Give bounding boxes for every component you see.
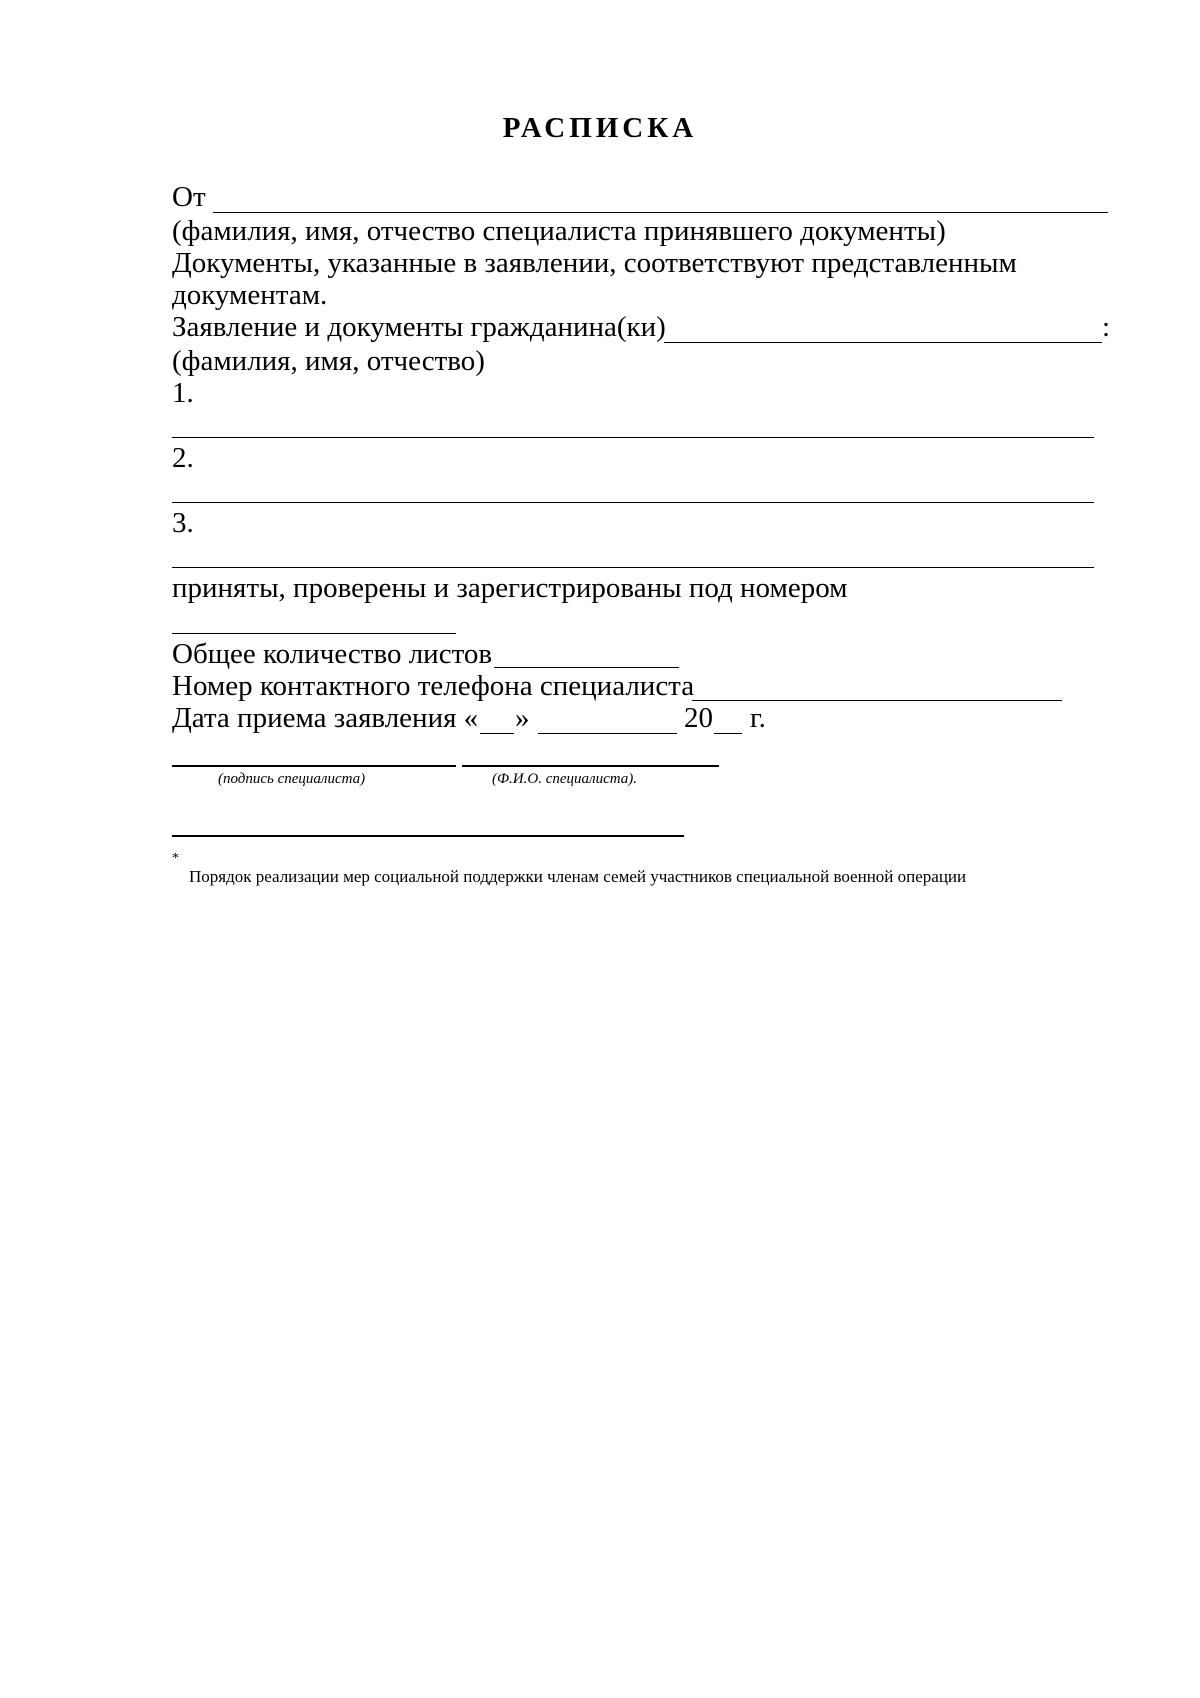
list-item-blank-line	[172, 502, 1094, 503]
citizen-blank-line	[664, 342, 1102, 343]
list-item-number: 3.	[172, 507, 194, 539]
docs-match-text-line1: Документы, указанные в заявлении, соответствуют представленным	[172, 247, 1017, 279]
list-item-blank-line	[172, 567, 1094, 568]
phone-label: Номер контактного телефона специалиста	[172, 670, 695, 702]
signature-blank-line	[172, 765, 456, 767]
document-title: РАСПИСКА	[502, 112, 698, 144]
date-month-blank-line	[538, 733, 677, 734]
citizen-caption: (фамилия, имя, отчество)	[172, 345, 485, 377]
registration-number-blank-line	[172, 633, 456, 634]
registered-text: приняты, проверены и зарегистрированы под номером	[172, 572, 848, 604]
footnote-text: Порядок реализации мер социальной поддержки членам семей участников специальной военной операции	[189, 867, 967, 886]
list-item-number: 2.	[172, 442, 194, 474]
docs-match-text-line2: документам.	[172, 279, 328, 311]
total-sheets-blank-line	[494, 667, 679, 668]
from-caption: (фамилия, имя, отчество специалиста принявшего документы)	[172, 215, 946, 247]
fio-caption: (Ф.И.О. специалиста).	[492, 771, 637, 787]
date-year-prefix: 20	[684, 702, 713, 734]
list-item-number: 1.	[172, 377, 194, 409]
date-year-suffix: г.	[750, 702, 766, 734]
list-item-blank-line	[172, 437, 1094, 438]
fio-blank-line	[462, 765, 719, 767]
from-label: От	[172, 181, 206, 213]
footnote-mark: *	[172, 851, 179, 866]
signature-caption: (подпись специалиста)	[218, 771, 366, 787]
total-sheets-label: Общее количество листов	[172, 638, 493, 670]
date-year-blank-line	[714, 733, 742, 734]
from-blank-line	[213, 212, 1108, 213]
date-quote-close: »	[515, 702, 530, 734]
phone-blank-line	[692, 700, 1062, 701]
date-label: Дата приема заявления «	[172, 702, 479, 734]
date-day-blank-line	[480, 733, 514, 734]
citizen-colon: :	[1102, 311, 1111, 343]
citizen-label: Заявление и документы гражданина(ки)	[172, 311, 666, 343]
footnote-separator	[172, 835, 684, 837]
